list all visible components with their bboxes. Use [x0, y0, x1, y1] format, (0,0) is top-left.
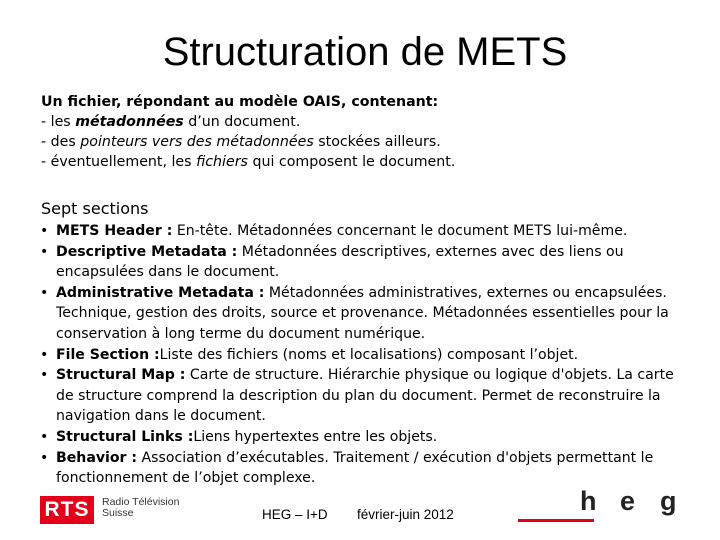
item-label: Behavior : [56, 449, 138, 466]
intro-emphasis: fichiers [196, 154, 248, 170]
list-item [40, 448, 690, 489]
rts-subtitle-line: Suisse [102, 507, 134, 519]
item-text: Association d’exécutables. Traitement / exécution d'objets permettant le fonctionnement de l’objet complexe. [56, 449, 654, 487]
sections-list [40, 221, 690, 489]
heg-accent-bar [518, 519, 594, 522]
intro-heading: Un fichier, répondant au modèle OAIS, contenant: [41, 94, 439, 110]
item-text: Métadonnées administratives, externes ou encapsulées. Technique, gestion des droits, source et provenance. Métadonnées essentielles pour la conservation à long terme du document numérique. [56, 284, 669, 342]
rts-logo-subtitle [102, 497, 179, 519]
item-label: Administrative Metadata : [56, 284, 265, 301]
rts-subtitle-line: Radio Télévision [102, 496, 180, 508]
list-item [40, 365, 690, 427]
heg-logo-letter: g [660, 486, 677, 516]
heg-logo [575, 487, 685, 515]
item-text: Carte de structure. Hiérarchie physique ou logique d'objets. La carte de structure comprend la description du plan du document. Permet de reconstruire la navigation dans le document. [56, 367, 674, 425]
list-item [40, 345, 690, 366]
list-item [40, 242, 690, 283]
intro-block [41, 92, 701, 172]
intro-line-3 [41, 132, 701, 152]
intro-text: stockées ailleurs. [313, 134, 441, 150]
intro-text: - des [41, 134, 81, 150]
sections-heading: Sept sections [41, 199, 149, 218]
intro-line-1 [41, 92, 701, 112]
heg-logo-letter: e [620, 486, 636, 516]
item-label: File Section : [56, 346, 160, 363]
heg-logo-letter: h [580, 486, 597, 516]
intro-text: - éventuellement, les [41, 154, 197, 170]
slide-title: Structuration de METS [162, 30, 568, 74]
item-label: METS Header : [56, 223, 173, 239]
intro-emphasis: métadonnées [75, 114, 184, 130]
intro-line-4 [41, 152, 701, 172]
intro-text: d’un document. [183, 114, 301, 130]
footer-date: février-juin 2012 [357, 507, 454, 522]
item-text: Liste des fichiers (noms et localisations) composant l’objet. [159, 346, 579, 363]
intro-text: - les [41, 114, 76, 130]
footer-org: HEG – I+D [262, 507, 328, 522]
item-label: Structural Map : [56, 367, 186, 384]
intro-text: qui composent le document. [247, 154, 456, 170]
list-item [40, 427, 690, 448]
item-text: Liens hypertextes entre les objets. [193, 428, 438, 445]
list-item [40, 283, 690, 345]
item-text: En-tête. Métadonnées concernant le document METS lui-même. [172, 223, 628, 239]
item-text: Métadonnées descriptives, externes avec des liens ou encapsulées dans le document. [56, 243, 624, 281]
item-label: Structural Links : [56, 428, 194, 445]
rts-logo: RTS [40, 496, 94, 524]
item-label: Descriptive Metadata : [56, 243, 238, 260]
list-item [40, 221, 690, 242]
intro-emphasis: pointeurs vers des métadonnées [80, 134, 314, 150]
intro-line-2 [41, 112, 701, 132]
